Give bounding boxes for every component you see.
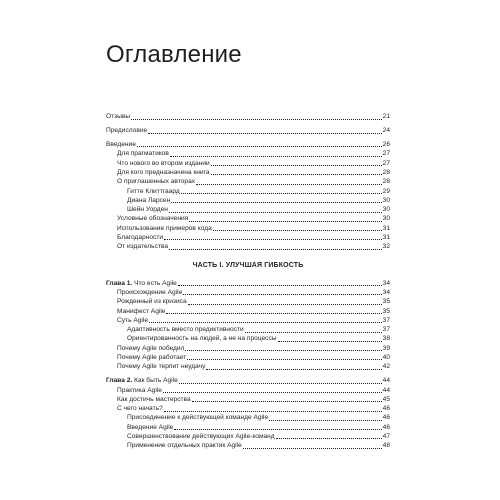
leader-dots xyxy=(245,332,382,333)
leader-dots xyxy=(278,341,382,342)
leader-dots xyxy=(174,429,381,430)
toc-entry[interactable] xyxy=(106,186,390,195)
toc-entry-page: 37 xyxy=(382,316,390,324)
toc-entry-label: Введение Agile xyxy=(127,423,174,431)
toc-entry-page: 46 xyxy=(382,405,390,413)
part-heading: ЧАСТЬ I. УЛУЧШАЯ ГИБКОСТЬ xyxy=(192,262,304,270)
leader-dots xyxy=(211,174,382,175)
toc-entry-label: О приглашенных авторах xyxy=(117,178,196,186)
toc-entry-label: Как достичь мастерства xyxy=(117,395,191,403)
toc-entry-label: Адаптивность вместо предиктивности xyxy=(127,326,244,334)
toc-entry-page: 30 xyxy=(382,206,390,214)
toc-entry-page: 27 xyxy=(382,159,390,167)
toc-entry-label: Для прагматиков xyxy=(117,150,169,158)
toc-entry[interactable] xyxy=(106,140,390,149)
toc-entry[interactable] xyxy=(106,316,390,325)
toc-entry-label: Что нового во втором издании xyxy=(117,159,210,167)
leader-dots xyxy=(169,249,382,250)
chapter-1-entry[interactable] xyxy=(106,278,390,287)
leader-dots xyxy=(196,184,382,185)
leader-dots xyxy=(178,285,382,286)
toc-entry[interactable] xyxy=(106,306,390,315)
toc-entry-label: Суть Agile xyxy=(117,316,149,324)
toc-entry-page: 24 xyxy=(382,127,390,135)
toc-entry[interactable] xyxy=(106,353,390,362)
toc-entry-page: 29 xyxy=(382,187,390,195)
leader-dots xyxy=(171,202,381,203)
toc-entry-page: 32 xyxy=(382,243,390,251)
toc-entry-label: Практика Agile xyxy=(117,386,162,394)
toc-entry[interactable] xyxy=(106,404,390,413)
toc-entry[interactable] xyxy=(106,325,390,334)
toc-entry[interactable] xyxy=(106,214,390,223)
toc-entry-page: 46 xyxy=(382,423,390,431)
toc-entry-label: Почему Agile терпит неудачу xyxy=(117,363,206,371)
toc-entry-page: 21 xyxy=(382,113,390,121)
toc-entry-label: Почему Agile победил xyxy=(117,344,185,352)
leader-dots xyxy=(185,350,381,351)
toc-entry-page: 26 xyxy=(382,141,390,149)
leader-dots xyxy=(137,146,382,147)
toc-entry-label: Рожденный из кризиса xyxy=(117,298,187,306)
leader-dots xyxy=(192,401,382,402)
chapter-1-title: Что есть Agile xyxy=(132,279,177,287)
leader-dots xyxy=(170,156,382,157)
chapter-1-prefix: Глава 1. xyxy=(106,279,133,287)
toc-entry[interactable] xyxy=(106,343,390,352)
toc-entry[interactable] xyxy=(106,385,390,394)
toc-entry[interactable] xyxy=(106,441,390,450)
toc-entry[interactable] xyxy=(106,395,390,404)
page-title: Оглавление xyxy=(106,41,242,68)
toc-entry-label: Гитте Клиттгаард xyxy=(127,187,180,195)
leader-dots xyxy=(276,438,382,439)
toc-entry[interactable] xyxy=(106,432,390,441)
toc-entry-page: 45 xyxy=(382,395,390,403)
leader-dots xyxy=(149,322,382,323)
leader-dots xyxy=(206,369,381,370)
toc-entry-page: 34 xyxy=(382,288,390,296)
toc-entry[interactable] xyxy=(106,223,390,232)
toc-entry-page: 28 xyxy=(382,168,390,176)
table-of-contents xyxy=(106,112,390,450)
toc-entry-page: 47 xyxy=(382,432,390,440)
leader-dots xyxy=(148,133,381,134)
toc-entry-label: Шейн Уорден xyxy=(127,206,168,214)
toc-entry[interactable] xyxy=(106,297,390,306)
toc-entry-page: 40 xyxy=(382,354,390,362)
toc-entry-label: Условные обозначения xyxy=(117,215,189,223)
toc-entry[interactable] xyxy=(106,168,390,177)
leader-dots xyxy=(131,119,382,120)
leader-dots xyxy=(183,294,381,295)
leader-dots xyxy=(269,420,382,421)
toc-entry-label: Происхождение Agile xyxy=(117,288,183,296)
toc-entry-page: 31 xyxy=(382,224,390,232)
toc-entry-label: Благодарности xyxy=(117,234,164,242)
toc-entry-page: 30 xyxy=(382,215,390,223)
leader-dots xyxy=(164,411,382,412)
chapter-2-items xyxy=(106,385,390,450)
leader-dots xyxy=(169,212,382,213)
leader-dots xyxy=(189,221,381,222)
leader-dots xyxy=(187,359,381,360)
toc-entry-label: Введение xyxy=(106,141,136,149)
chapter-1-items xyxy=(106,288,390,372)
toc-entry[interactable] xyxy=(106,413,390,422)
leader-dots xyxy=(211,165,382,166)
toc-entry-label: Присоединение к действующей команде Agile xyxy=(127,414,269,422)
toc-entry-page: 30 xyxy=(382,196,390,204)
toc-entry-label: Диана Ларсен xyxy=(127,196,171,204)
chapter-2-entry[interactable] xyxy=(106,376,390,385)
toc-entry-label: Ориентированность на людей, а не на процессы xyxy=(127,335,277,343)
toc-entry-page: 35 xyxy=(382,307,390,315)
toc-entry-label: Манифест Agile xyxy=(117,307,166,315)
toc-entry[interactable] xyxy=(106,112,390,121)
toc-entry-page: 31 xyxy=(382,234,390,242)
leader-dots xyxy=(163,392,382,393)
leader-dots xyxy=(188,304,382,305)
toc-entry-label: Почему Agile работает xyxy=(117,354,187,362)
toc-entry[interactable] xyxy=(106,149,390,158)
toc-entry-page: 28 xyxy=(382,178,390,186)
toc-entry[interactable] xyxy=(106,334,390,343)
toc-entry-label: Для кого предназначена книга xyxy=(117,168,210,176)
leader-dots xyxy=(179,383,382,384)
toc-entry-label: Предисловие xyxy=(106,127,148,135)
chapter-1-page: 34 xyxy=(382,279,390,287)
toc-entry-page: 37 xyxy=(382,326,390,334)
toc-entry-page: 27 xyxy=(382,150,390,158)
toc-entry-page: 46 xyxy=(382,414,390,422)
chapter-2-title: Как быть Agile xyxy=(132,377,178,385)
toc-entry-page: 44 xyxy=(382,386,390,394)
toc-entry[interactable] xyxy=(106,288,390,297)
front-matter-section xyxy=(106,112,390,251)
toc-entry-label: Совершенствование действующих Agile-команд xyxy=(127,432,275,440)
toc-entry[interactable] xyxy=(106,362,390,371)
toc-entry-label: Использование примеров кода xyxy=(117,224,212,232)
toc-entry-label: Отзывы xyxy=(106,113,131,121)
toc-entry-page: 48 xyxy=(382,442,390,450)
toc-entry-label: С чего начать? xyxy=(117,405,163,413)
leader-dots xyxy=(213,230,382,231)
toc-entry-page: 35 xyxy=(382,298,390,306)
toc-entry-page: 42 xyxy=(382,363,390,371)
chapter-2-prefix: Глава 2. xyxy=(106,377,133,385)
toc-entry-label: Применение отдельных практик Agile xyxy=(127,442,242,450)
toc-entry[interactable] xyxy=(106,158,390,167)
leader-dots xyxy=(166,313,381,314)
toc-entry[interactable] xyxy=(106,233,390,242)
leader-dots xyxy=(181,193,382,194)
toc-entry[interactable] xyxy=(106,126,390,135)
toc-entry[interactable] xyxy=(106,422,390,431)
leader-dots xyxy=(164,239,382,240)
toc-entry[interactable] xyxy=(106,177,390,186)
toc-entry-label: От издательства xyxy=(117,243,169,251)
toc-entry[interactable] xyxy=(106,196,390,205)
toc-entry[interactable] xyxy=(106,205,390,214)
toc-entry[interactable] xyxy=(106,242,390,251)
chapter-2-page: 44 xyxy=(382,377,390,385)
toc-entry-page: 39 xyxy=(382,344,390,352)
leader-dots xyxy=(243,448,382,449)
toc-entry-page: 38 xyxy=(382,335,390,343)
